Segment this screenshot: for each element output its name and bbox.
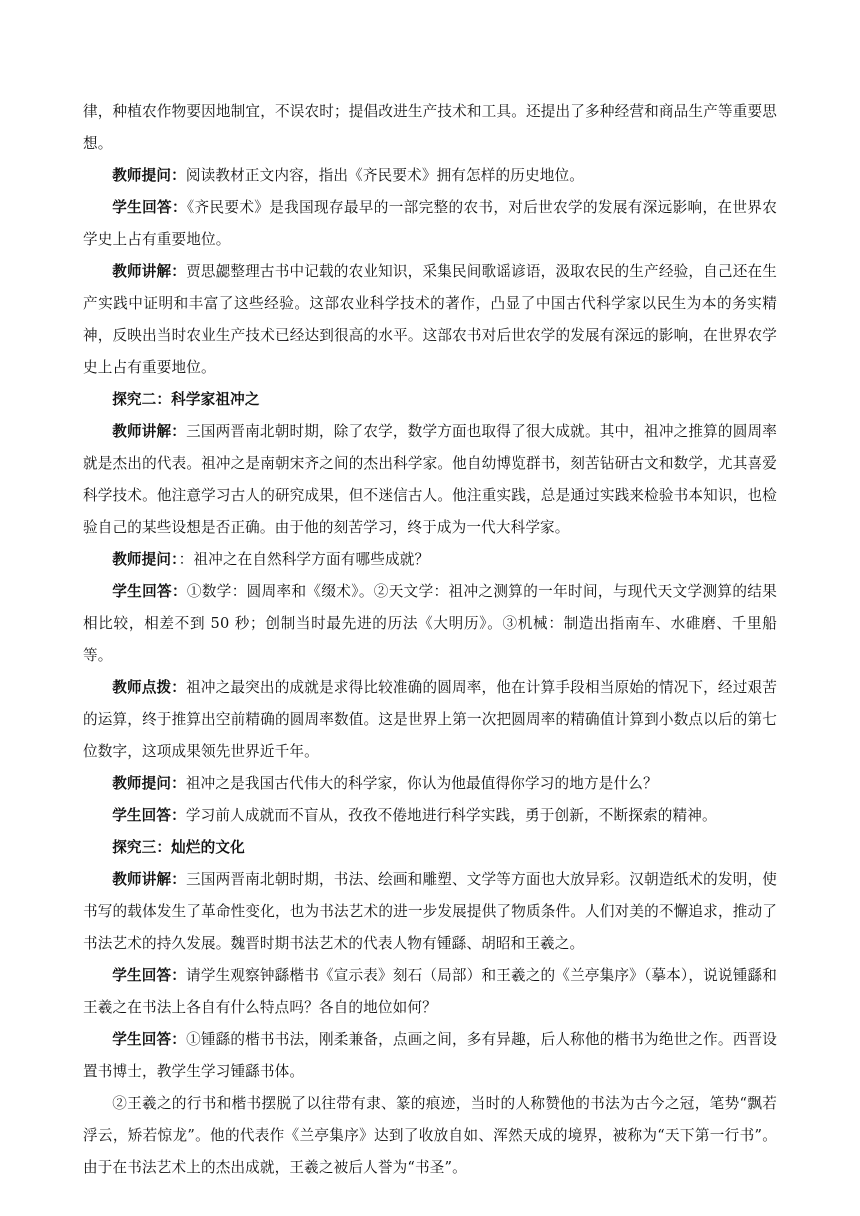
speaker-label: 教师讲解： xyxy=(112,423,187,440)
speaker-label: 教师提问： xyxy=(112,551,179,568)
paragraph-wang-xizhi: ②王羲之的行书和楷书摆脱了以往带有隶、篆的痕迹，当时的人称赞他的书法为古今之冠，笔势“飘若浮云，矫若惊龙”。他的代表作《兰亭集序》达到了收放自如、浑然天成的境界，被称为“天下第一行书”。由于在书法艺术上的杰出成就，王羲之被后人誉为“书圣”。 xyxy=(83,1095,777,1176)
speaker-label: 学生回答： xyxy=(112,967,187,984)
paragraph-teacher-question-2: 教师提问：：祖冲之在自然科学方面有哪些成就？ xyxy=(112,551,430,568)
paragraph-student-answer-2: 学生回答：①数学：圆周率和《缀术》。②天文学：祖冲之测算的一年时间，与现代天文学测算的结果相比较，相差不到 50 秒；创制当时最先进的历法《大明历》。③机械：制造出指南车、水碓磨、千里船等。 xyxy=(83,583,777,664)
speaker-label: 学生回答： xyxy=(112,1031,187,1048)
paragraph-continuation: 律，种植农作物要因地制宜，不误农时；提倡改进生产技术和工具。还提出了多种经营和商品生产等重要思想。 xyxy=(83,103,777,152)
speaker-label: 教师提问： xyxy=(112,775,186,792)
paragraph-student-answer-4: 学生回答：请学生观察钟繇楷书《宣示表》刻石（局部）和王羲之的《兰亭集序》（摹本），说说锺繇和王羲之在书法上各自有什么特点吗？各自的地位如何？ xyxy=(83,967,777,1016)
paragraph-teacher-guidance: 教师点拨：祖冲之最突出的成就是求得比较准确的圆周率，他在计算手段相当原始的情况下，经过艰苦的运算，终于推算出空前精确的圆周率数值。这是世界上第一次把圆周率的精确值计算到小数点以后的第七位数字，这项成果领先世界近千年。 xyxy=(83,679,777,760)
paragraph-student-answer-1: 学生回答：《齐民要术》是我国现存最早的一部完整的农书，对后世农学的发展有深远影响，在世界农学史上占有重要地位。 xyxy=(83,199,777,248)
speaker-label: 学生回答： xyxy=(112,583,187,600)
speaker-label: 教师点拨： xyxy=(112,679,187,696)
paragraph-teacher-lecture-3: 教师讲解：三国两晋南北朝时期，书法、绘画和雕塑、文学等方面也大放异彩。汉朝造纸术的发明，使书写的载体发生了革命性变化，也为书法艺术的进一步发展提供了物质条件。人们对美的不懈追求，推动了书法艺术的持久发展。魏晋时期书法艺术的代表人物有锺繇、胡昭和王羲之。 xyxy=(83,871,777,952)
paragraph-student-answer-5: 学生回答：①锺繇的楷书书法，刚柔兼备，点画之间，多有异趣，后人称他的楷书为绝世之作。西晋设置书博士，教学生学习锺繇书体。 xyxy=(83,1031,777,1080)
speaker-label: 学生回答： xyxy=(112,807,186,824)
paragraph-teacher-question-3: 教师提问：祖冲之是我国古代伟大的科学家，你认为他最值得你学习的地方是什么？ xyxy=(112,775,658,792)
speaker-label: 教师提问： xyxy=(112,167,186,184)
section-heading-2: 探究二：科学家祖冲之 xyxy=(112,391,260,408)
speaker-label: 教师讲解： xyxy=(112,871,187,888)
paragraph-teacher-lecture-1: 教师讲解：贾思勰整理古书中记载的农业知识，采集民间歌谣谚语，汲取农民的生产经验，自己还在生产实践中证明和丰富了这些经验。这部农业科学技术的著作，凸显了中国古代科学家以民生为本的务实精神，反映出当时农业生产技术已经达到很高的水平。这部农书对后世农学的发展有深远的影响，在世界农学史上占有重要地位。 xyxy=(83,263,777,376)
paragraph-teacher-question-1: 教师提问：阅读教材正文内容，指出《齐民要术》拥有怎样的历史地位。 xyxy=(112,167,585,184)
paragraph-student-answer-3: 学生回答：学习前人成就而不盲从，孜孜不倦地进行科学实践，勇于创新，不断探索的精神。 xyxy=(112,807,717,824)
paragraph-teacher-lecture-2: 教师讲解：三国两晋南北朝时期，除了农学，数学方面也取得了很大成就。其中，祖冲之推算的圆周率就是杰出的代表。祖冲之是南朝宋齐之间的杰出科学家。他自幼博览群书，刻苦钻研古文和数学，尤其喜爱科学技术。他注意学习古人的研究成果，但不迷信古人。他注重实践，总是通过实践来检验书本知识，也检验自己的某些设想是否正确。由于他的刻苦学习，终于成为一代大科学家。 xyxy=(83,423,777,536)
speaker-label: 学生回答： xyxy=(112,199,187,216)
speaker-label: 教师讲解： xyxy=(112,263,187,280)
section-heading-3: 探究三：灿烂的文化 xyxy=(112,839,245,856)
